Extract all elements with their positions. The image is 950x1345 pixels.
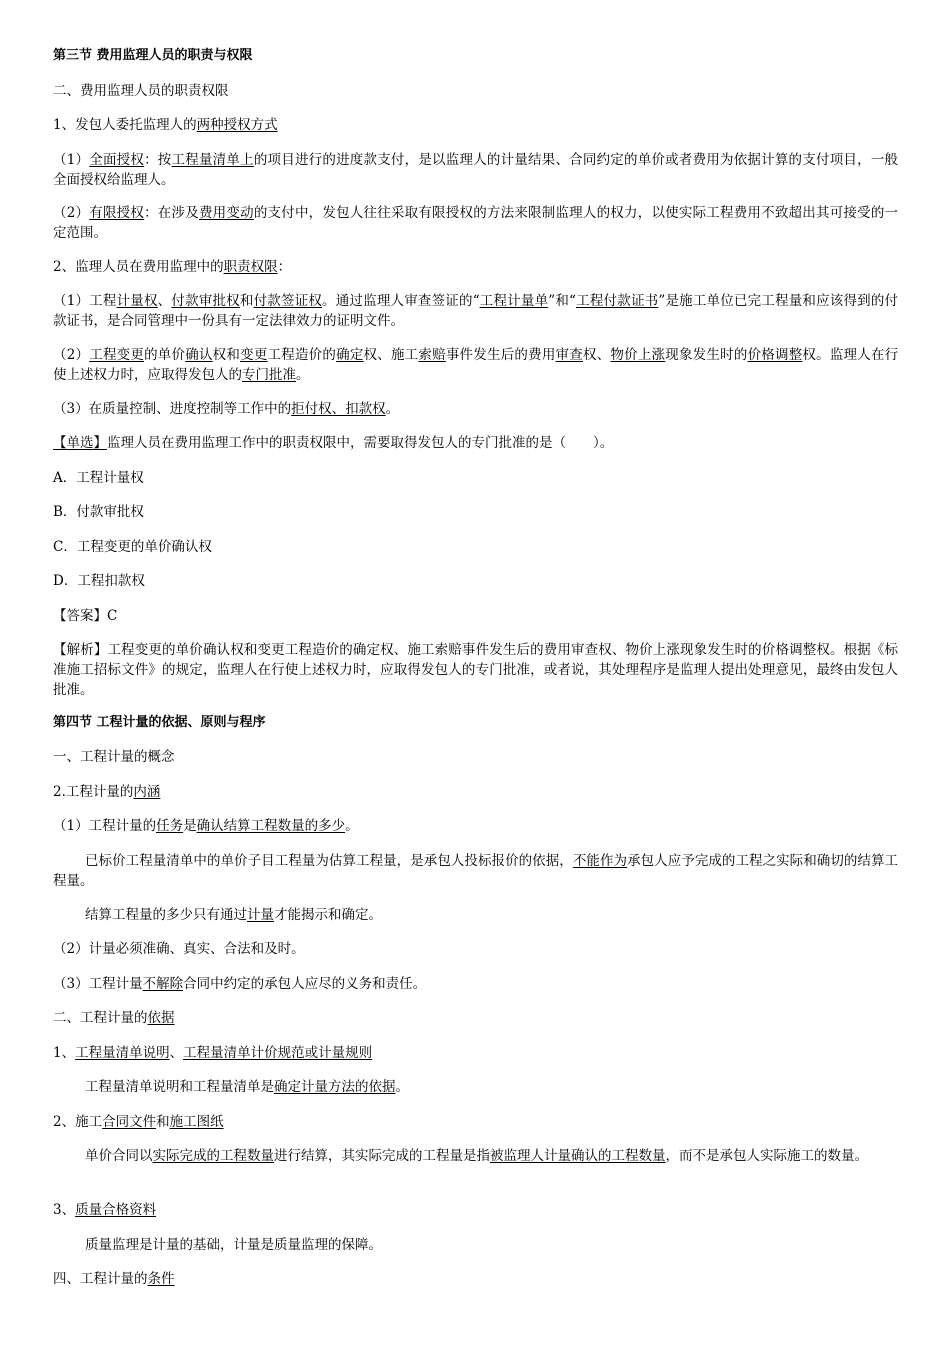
option-d: D．工程扣款权: [53, 573, 145, 589]
section-3-title: 第三节 费用监理人员的职责与权限: [53, 48, 253, 63]
heading-measurement-conditions: 四、工程计量的条件: [53, 1271, 175, 1287]
heading-two-authorization-modes: 1、发包人委托监理人的两种授权方式: [53, 117, 278, 133]
question-tag: 【单选】: [53, 435, 107, 451]
answer: 【答案】C: [53, 608, 118, 624]
para-unit-price-contract: 单价合同以实际完成的工程数量进行结算，其实际完成的工程量是指被监理人计量确认的工程数量，而不是承包人实际施工的数量。: [85, 1148, 868, 1164]
heading-measurement-connotation: 2.工程计量的内涵: [53, 784, 161, 800]
para-measurement-rights: （1）工程计量权、付款审批权和付款签证权。通过监理人审查签证的“工程计量单”和“工程付款证书”是施工单位已完工程量和应该得到的付款证书，是合同管理中一份具有一定法律效力的证明文件。: [53, 293, 899, 329]
para-full-authorization: （1）全面授权：按工程量清单上的项目进行的进度款支付，是以监理人的计量结果、合同约定的单价或者费用为依据计算的支付项目，一般全面授权给监理人。: [53, 152, 899, 188]
option-b: B．付款审批权: [53, 504, 144, 520]
item-contract-documents: 2、施工合同文件和施工图纸: [53, 1114, 224, 1130]
para-measurement-accuracy: （2）计量必须准确、真实、合法和及时。: [53, 941, 305, 957]
option-a: A．工程计量权: [53, 470, 144, 486]
para-measurement-obligation: （3）工程计量不解除合同中约定的承包人应尽的义务和责任。: [53, 976, 427, 992]
item-quality-documents: 3、质量合格资料: [53, 1202, 157, 1218]
para-settlement-quantity: 结算工程量的多少只有通过计量才能揭示和确定。: [85, 907, 382, 923]
heading-supervisor-powers: 2、监理人员在费用监理中的职责权限：: [53, 259, 292, 275]
heading-measurement-concept: 一、工程计量的概念: [53, 749, 175, 765]
para-bill-basis: 工程量清单说明和工程量清单是确定计量方法的依据。: [85, 1079, 409, 1095]
para-estimated-quantity: 已标价工程量清单中的单价子目工程量为估算工程量，是承包人投标报价的依据，不能作为承包人应予完成的工程之实际和确切的结算工程量。: [53, 853, 899, 889]
para-measurement-task: （1）工程计量的任务是确认结算工程数量的多少。: [53, 818, 359, 834]
item-bill-of-quantities: 1、工程量清单说明、工程量清单计价规范或计量规则: [53, 1045, 373, 1061]
option-c: C．工程变更的单价确认权: [53, 539, 212, 555]
section-4-title: 第四节 工程计量的依据、原则与程序: [53, 715, 266, 730]
question-single-choice: 【单选】监理人员在费用监理工作中的职责权限中，需要取得发包人的专门批准的是（ ）。: [53, 435, 614, 451]
para-limited-authorization: （2）有限授权：在涉及费用变动的支付中，发包人往往采取有限授权的方法来限制监理人的权力，以使实际工程费用不致超出其可接受的一定范围。: [53, 205, 899, 241]
heading-duties-authority: 二、费用监理人员的职责权限: [53, 83, 229, 99]
heading-measurement-basis: 二、工程计量的依据: [53, 1010, 175, 1026]
para-refusal-rights: （3）在质量控制、进度控制等工作中的拒付权、扣款权。: [53, 401, 400, 417]
para-quality-supervision: 质量监理是计量的基础，计量是质量监理的保障。: [85, 1237, 382, 1253]
analysis: 【解析】工程变更的单价确认权和变更工程造价的确定权、施工索赔事件发生后的费用审查权、物价上涨现象发生时的价格调整权。根据《标准施工招标文件》的规定，监理人在行使上述权力时，应取得发包人的专门批准，或者说，其处理程序是监理人提出处理意见，最终由发包人批准。: [53, 642, 898, 698]
para-change-rights: （2）工程变更的单价确认权和变更工程造价的确定权、施工索赔事件发生后的费用审查权、物价上涨现象发生时的价格调整权。监理人在行使上述权力时，应取得发包人的专门批准。: [53, 347, 899, 383]
